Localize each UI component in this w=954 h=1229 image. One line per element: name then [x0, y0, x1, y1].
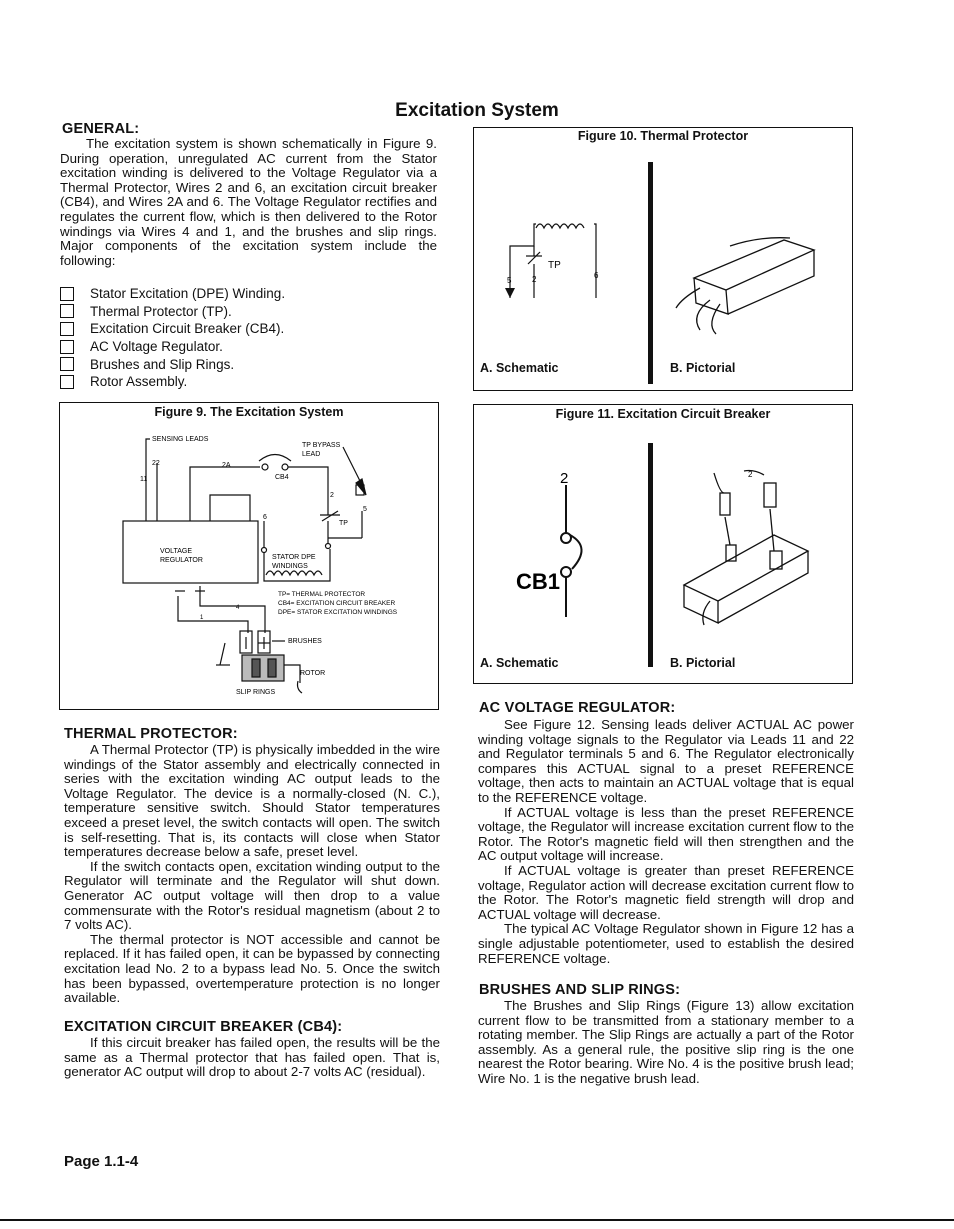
thermal-protector-heading: THERMAL PROTECTOR: — [64, 726, 238, 742]
brushes-p1: The Brushes and Slip Rings (Figure 13) allow excitation current flow to be transmitted from a stationary member to a rotating member. The Slip Rings are actually a part of the Rotor assembly. As a general rule, the positive slip ring is the one nearest the Rotor bearing. Wire No. 4 is the positive brush lead; Wire No. 1 is the negative brush lead. — [478, 998, 854, 1086]
regulator-p4: The typical AC Voltage Regulator shown in Figure 12 has a single adjustable potentiometer, used to establish the desired REFERENCE voltage. — [478, 921, 854, 966]
figure-10-box — [473, 127, 853, 391]
brushes-heading: BRUSHES AND SLIP RINGS: — [479, 982, 681, 998]
bottom-rule — [0, 1219, 954, 1221]
fig11-pictorial-label: B. Pictorial — [670, 656, 736, 670]
fig11-2-label: 2 — [560, 470, 569, 487]
list-item: Rotor Assembly. — [60, 373, 360, 391]
cb4-text — [64, 1036, 440, 1080]
checkbox-icon — [60, 357, 74, 371]
legend-dpe: DPE= STATOR EXCITATION WINDINGS — [278, 609, 398, 616]
fig10-schematic-label: A. Schematic — [480, 361, 559, 375]
figure-9-box — [59, 402, 439, 710]
fig10-6-label: 6 — [594, 271, 599, 280]
brushes-text — [478, 999, 854, 1087]
checkbox-icon — [60, 340, 74, 354]
thermal-p3: The thermal protector is NOT accessible and cannot be replaced. If it has failed open, it can be bypassed by connecting excitation lead No. 2 to a bypass lead No. 5. Once the switch has been bypassed, overtemperature protection is no longer available. — [64, 931, 440, 1006]
components-list — [60, 285, 360, 391]
label-stator-dpe: STATOR DPE — [272, 554, 316, 561]
label-rotor: ROTOR — [300, 670, 326, 677]
regulator-text — [478, 718, 854, 966]
figure-10-title: Figure 10. Thermal Protector — [577, 129, 749, 143]
regulator-p1: See Figure 12. Sensing leads deliver ACTUAL AC power winding voltage signals to the Regulator via Leads 11 and 22 and Regulator terminals 5 and 6. The Regulator electronically compares this ACTUAL signal to a preset REFERENCE voltage, then acts to maintain an ACTUAL voltage that is equal to the REFERENCE voltage. — [478, 717, 854, 805]
general-text: The excitation system is shown schematically in Figure 9. During operation, unregulated AC current from the Stator excitation winding is delivered to the Voltage Regulator via a Thermal Protector, Wires 2 and 6, an excitation circuit breaker (CB4), and Wires 2A and 6. The Voltage Regulator rectifies and regulates the current flow, which is then delivered to the Rotor windings via Wires 4 and 1, and the brushes and slip rings. Major components of the excitation system include the following: — [60, 136, 437, 268]
list-item: Stator Excitation (DPE) Winding. — [60, 285, 360, 303]
regulator-heading: AC VOLTAGE REGULATOR: — [479, 700, 676, 716]
circuit-breaker-pictorial — [684, 471, 808, 626]
label-voltage: VOLTAGE — [160, 548, 193, 555]
thermal-protector-text — [64, 743, 440, 1006]
label-5: 5 — [363, 506, 367, 513]
label-4: 4 — [236, 605, 240, 611]
page-number: Page 1.1-4 — [64, 1153, 139, 1170]
figure-11-box — [473, 404, 853, 684]
label-11: 11 — [140, 476, 148, 483]
thermal-p2: If the switch contacts open, excitation winding output to the Regulator will terminate and the Regulator will shut down. Generator AC output voltage will then drop to a value commensurate with the Rotor's residual magnetism (about 2 to 7 volts AC). — [64, 858, 440, 933]
cb4-heading: EXCITATION CIRCUIT BREAKER (CB4): — [64, 1019, 343, 1035]
label-regulator: REGULATOR — [160, 557, 203, 564]
fig10-pictorial-label: B. Pictorial — [670, 361, 736, 375]
list-item: AC Voltage Regulator. — [60, 338, 360, 356]
figure-9-title: Figure 9. The Excitation System — [154, 405, 344, 419]
label-22: 22 — [152, 460, 160, 467]
page-title: Excitation System — [395, 100, 559, 121]
label-1: 1 — [200, 615, 204, 621]
label-sensing-leads: SENSING LEADS — [152, 436, 209, 443]
checkbox-icon — [60, 287, 74, 301]
thermal-p1: A Thermal Protector (TP) is physically imbedded in the wire windings of the Stator assembly and electrically connected in series with the excitation winding AC output leads to the Voltage Regulator. The device is a normally-closed (N. C.), temperature sensitive switch. Should Stator temperatures exceed a preset level, the switch contacts will open. The switch is self-resetting. That is, its contacts will close when Stator temperatures decrease below a safe, preset level. — [64, 742, 440, 860]
fig11-schematic-label: A. Schematic — [480, 656, 559, 670]
fig11-cb1-label: CB1 — [516, 569, 561, 594]
fig10-tp-label: TP — [548, 260, 561, 271]
list-item: Thermal Protector (TP). — [60, 303, 360, 321]
label-tp: TP — [339, 520, 348, 527]
label-cb4: CB4 — [275, 474, 289, 481]
checkbox-icon — [60, 322, 74, 336]
general-paragraph — [60, 137, 437, 268]
label-lead: LEAD — [302, 451, 321, 458]
fig11-pictorial-2-label: 2 — [748, 470, 753, 479]
legend-tp: TP= THERMAL PROTECTOR — [278, 591, 366, 598]
circuit-breaker-drawing — [474, 405, 852, 683]
fig10-5-label: 5 — [507, 276, 512, 285]
label-brushes: BRUSHES — [288, 638, 322, 645]
excitation-schematic — [60, 403, 438, 709]
checkbox-icon — [60, 375, 74, 389]
label-2: 2 — [330, 492, 334, 499]
figure-11-title: Figure 11. Excitation Circuit Breaker — [555, 407, 771, 421]
regulator-p2: If ACTUAL voltage is less than the preset REFERENCE voltage, the Regulator will increase excitation current flow to the Rotor. The Rotor's magnetic field will then strengthen and the AC output voltage will increase. — [478, 804, 854, 864]
label-6: 6 — [263, 514, 267, 521]
list-item: Brushes and Slip Rings. — [60, 355, 360, 373]
regulator-p3: If ACTUAL voltage is greater than preset REFERENCE voltage, Regulator action will decrease excitation current flow to the Rotor. The Rotor's magnetic field strength will drop and ACTUAL voltage will decrease. — [478, 862, 854, 922]
label-tp-bypass: TP BYPASS — [302, 442, 341, 449]
label-windings: WINDINGS — [272, 563, 308, 570]
list-item: Excitation Circuit Breaker (CB4). — [60, 320, 360, 338]
label-slip-rings: SLIP RINGS — [236, 689, 276, 696]
thermal-protector-drawing — [474, 128, 852, 390]
fig10-2-label: 2 — [532, 275, 537, 284]
cb4-p1: If this circuit breaker has failed open, the results will be the same as a Thermal protector that has failed open. That is, generator AC output will drop to about 2-7 volts AC (residual). — [64, 1035, 440, 1080]
thermal-protector-pictorial — [676, 238, 814, 334]
label-2a: 2A — [222, 462, 231, 469]
legend-cb4: CB4= EXCITATION CIRCUIT BREAKER — [278, 600, 396, 607]
general-heading: GENERAL: — [62, 121, 140, 137]
checkbox-icon — [60, 304, 74, 318]
